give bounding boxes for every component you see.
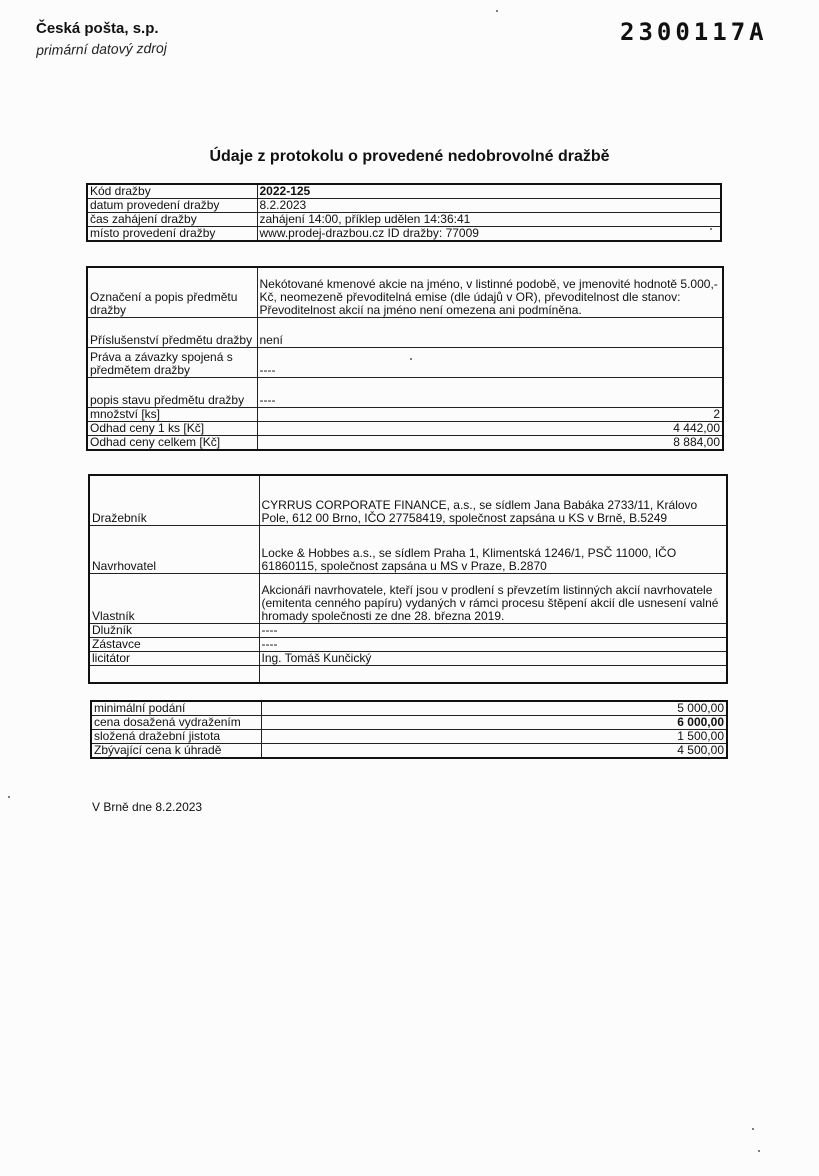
scan-speck bbox=[752, 1128, 754, 1130]
date-value: 8.2.2023 bbox=[257, 199, 721, 213]
table-row bbox=[91, 701, 727, 716]
description-label: Označení a popis předmětu dražby bbox=[87, 267, 257, 317]
total-estimate-value: 8 884,00 bbox=[257, 435, 723, 450]
place-date-footer: V Brně dne 8.2.2023 bbox=[92, 800, 203, 814]
table-row bbox=[91, 744, 727, 759]
description-value: Nekótované kmenové akcie na jméno, v listinné podobě, ve jmenovité hodnotě 5.000,- Kč, neomezeně převoditelná emise (dle údajů v OR), převoditelnost dle stanov: Převoditelnost akcií na jméno není omezena ani podmíněna. bbox=[257, 267, 723, 317]
achieved-price-value: 6 000,00 bbox=[261, 716, 727, 730]
deposit-value: 1 500,00 bbox=[261, 730, 727, 744]
owner-value: Akcionáři navrhovatele, kteří jsou v prodlení s převzetím listinných akcií navrhovatele (emitenta cenného papíru) vydaných v rámci procesu štěpení akcií dle usnesení valné hromady společnosti ze dne 28. března 2019. bbox=[259, 573, 727, 623]
total-estimate-label: Odhad ceny celkem [Kč] bbox=[87, 435, 257, 450]
parties-table bbox=[88, 474, 728, 684]
table-row bbox=[91, 730, 727, 744]
min-bid-label: minimální podání bbox=[91, 701, 261, 716]
table-row bbox=[87, 227, 721, 242]
achieved-price-label: cena dosažená vydražením bbox=[91, 716, 261, 730]
table-row bbox=[89, 573, 727, 623]
prices-table bbox=[90, 700, 728, 759]
table-row bbox=[87, 213, 721, 227]
unit-estimate-value: 4 442,00 bbox=[257, 421, 723, 435]
rights-label: Práva a závazky spojená s předmětem dražby bbox=[87, 347, 257, 377]
auctioneer-value: CYRRUS CORPORATE FINANCE, a.s., se sídlem Jana Babáka 2733/11, Královo Pole, 612 00 Brno, IČO 27758419, společnost zapsána u KS v Brně, B.5249 bbox=[259, 475, 727, 525]
pledgor-value: ---- bbox=[259, 637, 727, 651]
debtor-value: ---- bbox=[259, 623, 727, 637]
table-row bbox=[87, 317, 723, 347]
table-row bbox=[87, 267, 723, 317]
document-code: 2300117A bbox=[620, 18, 768, 46]
scan-speck bbox=[496, 10, 498, 12]
empty-cell bbox=[259, 665, 727, 683]
accessories-value: není bbox=[257, 317, 723, 347]
scan-speck bbox=[758, 1150, 760, 1152]
licitator-label: licitátor bbox=[89, 651, 259, 665]
time-value: zahájení 14:00, příklep udělen 14:36:41 bbox=[257, 213, 721, 227]
table-row bbox=[87, 407, 723, 421]
table-row bbox=[89, 475, 727, 525]
proposer-value: Locke & Hobbes a.s., se sídlem Praha 1, Klimentská 1246/1, PSČ 11000, IČO 61860115, společnost zapsána u MS v Praze, B.2870 bbox=[259, 525, 727, 573]
pledgor-label: Zástavce bbox=[89, 637, 259, 651]
code-value: 2022-125 bbox=[257, 184, 721, 199]
table-row bbox=[89, 637, 727, 651]
min-bid-value: 5 000,00 bbox=[261, 701, 727, 716]
auctioneer-label: Dražebník bbox=[89, 475, 259, 525]
place-label: místo provedení dražby bbox=[87, 227, 257, 242]
table-row bbox=[87, 199, 721, 213]
quantity-label: množství [ks] bbox=[87, 407, 257, 421]
rights-value: ---- bbox=[257, 347, 723, 377]
accessories-label: Příslušenství předmětu dražby bbox=[87, 317, 257, 347]
table-row bbox=[87, 377, 723, 407]
unit-estimate-label: Odhad ceny 1 ks [Kč] bbox=[87, 421, 257, 435]
table-row bbox=[87, 347, 723, 377]
scan-speck bbox=[710, 228, 712, 230]
source-label: primární datový zdroj bbox=[36, 39, 167, 58]
condition-label: popis stavu předmětu dražby bbox=[87, 377, 257, 407]
place-value: www.prodej-drazbou.cz ID dražby: 77009 bbox=[257, 227, 721, 242]
quantity-value: 2 bbox=[257, 407, 723, 421]
debtor-label: Dlužník bbox=[89, 623, 259, 637]
remaining-label: Zbývající cena k úhradě bbox=[91, 744, 261, 759]
subject-table bbox=[86, 266, 724, 451]
table-row bbox=[89, 651, 727, 665]
condition-value: ---- bbox=[257, 377, 723, 407]
date-label: datum provedení dražby bbox=[87, 199, 257, 213]
code-label: Kód dražby bbox=[87, 184, 257, 199]
table-row bbox=[87, 421, 723, 435]
remaining-value: 4 500,00 bbox=[261, 744, 727, 759]
empty-cell bbox=[89, 665, 259, 683]
table-row bbox=[87, 435, 723, 450]
scan-speck bbox=[410, 358, 412, 360]
organization-name: Česká pošta, s.p. bbox=[36, 20, 159, 37]
auction-info-table bbox=[86, 183, 722, 242]
table-row bbox=[89, 525, 727, 573]
page-title: Údaje z protokolu o provedené nedobrovolné dražbě bbox=[209, 148, 610, 165]
licitator-value: Ing. Tomáš Kunčický bbox=[259, 651, 727, 665]
owner-label: Vlastník bbox=[89, 573, 259, 623]
table-row bbox=[87, 184, 721, 199]
time-label: čas zahájení dražby bbox=[87, 213, 257, 227]
deposit-label: složená dražební jistota bbox=[91, 730, 261, 744]
scan-speck bbox=[8, 796, 10, 798]
table-row bbox=[91, 716, 727, 730]
proposer-label: Navrhovatel bbox=[89, 525, 259, 573]
table-row bbox=[89, 665, 727, 683]
table-row bbox=[89, 623, 727, 637]
